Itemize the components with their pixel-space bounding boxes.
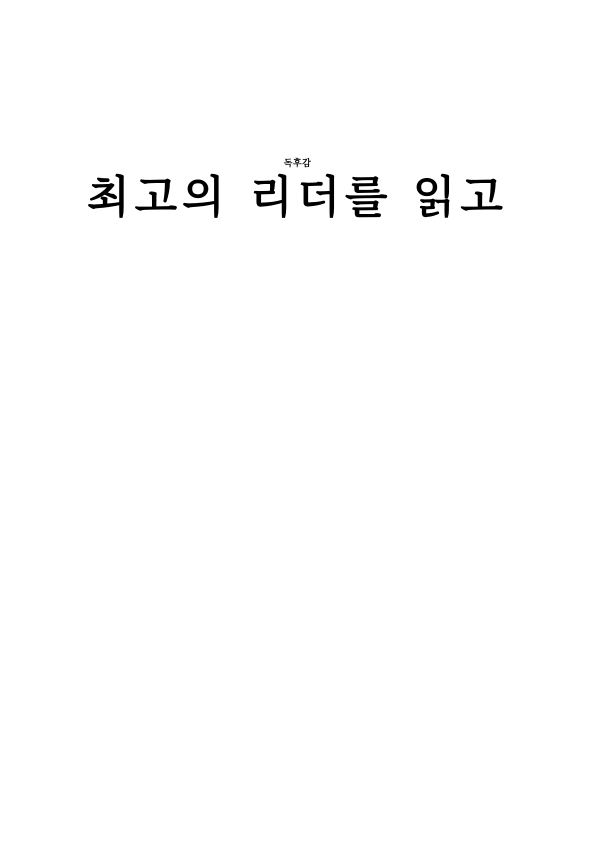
page-title: 최고의 리더를 읽고 bbox=[87, 172, 508, 223]
report-type-label: 독후감 bbox=[283, 159, 312, 169]
